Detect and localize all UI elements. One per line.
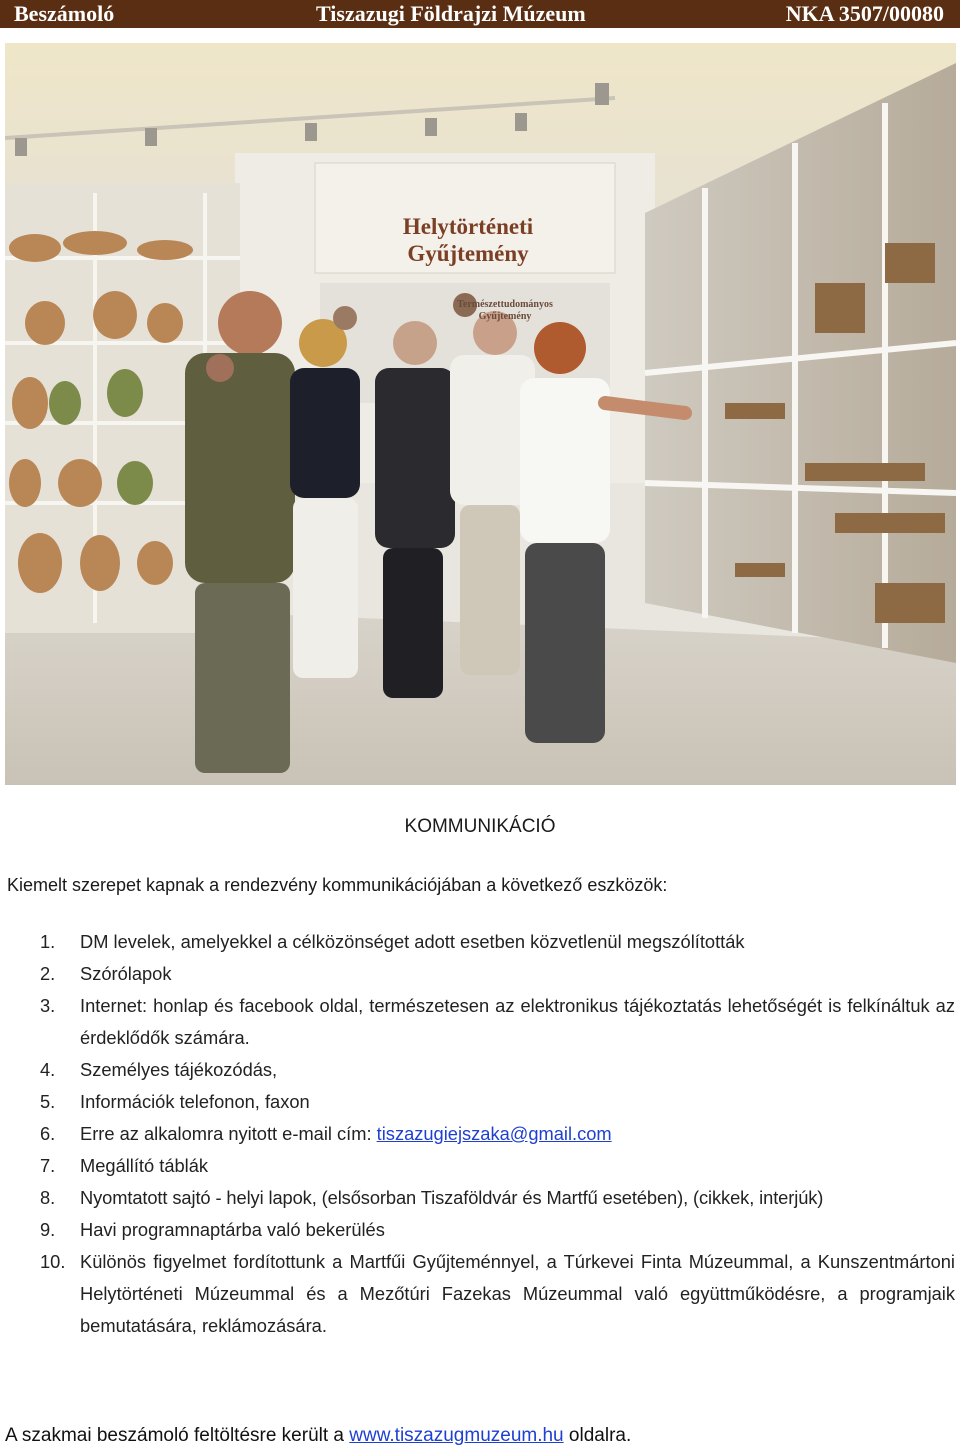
list-item-number: 10. — [40, 1251, 66, 1272]
list-item — [0, 1150, 960, 1182]
list-item — [0, 990, 960, 1054]
list-item-text: Különös figyelmet fordítottunk a Martfűi Gyűjteménnyel, a Túrkevei Finta Múzeummal, a Kunszentmártoni Helytörténeti Múzeummal és a Mezőtúri Fazekas Múzeummal való együttműködésre, a programjaik bemutatására, reklámozására. — [80, 1251, 955, 1336]
list-item-text: Erre az alkalomra nyitott e-mail cím: — [80, 1123, 377, 1144]
upload-note-text: A szakmai beszámoló feltöltésre került a — [5, 1425, 350, 1446]
list-item-number: 9. — [40, 1219, 56, 1240]
exhibition-sign-title: Helytörténeti Gyűjtemény — [402, 214, 534, 266]
list-item-text: Személyes tájékozódás, — [80, 1059, 278, 1080]
list-item-number: 3. — [40, 995, 56, 1016]
header-museum-name: Tiszazugi Földrajzi Múzeum — [316, 1, 586, 26]
section-title: KOMMUNIKÁCIÓ — [404, 816, 556, 837]
list-item-number: 8. — [40, 1187, 56, 1208]
list-item-number: 7. — [40, 1155, 56, 1176]
list-item-text: Megállító táblák — [80, 1155, 209, 1176]
list-item — [0, 1086, 960, 1118]
page-header — [0, 0, 960, 28]
list-item-text: Szórólapok — [80, 963, 172, 984]
list-item — [0, 1246, 960, 1342]
list-item-text: Internet: honlap és facebook oldal, természetesen az elektronikus tájékoztatás lehetőségét is felkínáltuk az érdeklődők számára. — [80, 995, 955, 1048]
list-item-number: 2. — [40, 963, 56, 984]
email-link[interactable]: tiszazugiejszaka@gmail.com — [376, 1123, 612, 1144]
list-item-text: Havi programnaptárba való bekerülés — [80, 1219, 385, 1240]
header-grant-number: NKA 3507/00080 — [785, 1, 944, 26]
list-item — [0, 1054, 960, 1086]
intro-paragraph: Kiemelt szerepet kapnak a rendezvény kommunikációjában a következő eszközök: — [7, 875, 668, 895]
upload-note — [5, 1425, 631, 1447]
list-item — [0, 1182, 960, 1214]
list-item — [0, 958, 960, 990]
list-item-number: 1. — [40, 931, 56, 952]
list-item-text: Nyomtatott sajtó - helyi lapok, (elsősorban Tiszaföldvár és Martfű esetében), (cikkek, interjúk) — [80, 1187, 824, 1208]
list-item-number: 6. — [40, 1123, 56, 1144]
list-item-text: DM levelek, amelyekkel a célközönséget adott esetben közvetlenül megszólították — [80, 931, 745, 952]
list-item — [0, 1118, 960, 1150]
list-item-number: 4. — [40, 1059, 56, 1080]
list-item-number: 5. — [40, 1091, 56, 1112]
communication-tools-list — [0, 926, 960, 1342]
list-item — [0, 926, 960, 958]
list-item — [0, 1214, 960, 1246]
museum-exhibition-photo — [5, 43, 956, 785]
list-item-text: Információk telefonon, faxon — [80, 1091, 310, 1112]
exhibition-sign-subtitle: Természettudományos Gyűjtemény — [457, 299, 553, 322]
header-report-label: Beszámoló — [14, 1, 115, 26]
upload-note-suffix: oldalra. — [563, 1425, 632, 1446]
museum-website-link[interactable]: www.tiszazugmuzeum.hu — [349, 1425, 564, 1446]
